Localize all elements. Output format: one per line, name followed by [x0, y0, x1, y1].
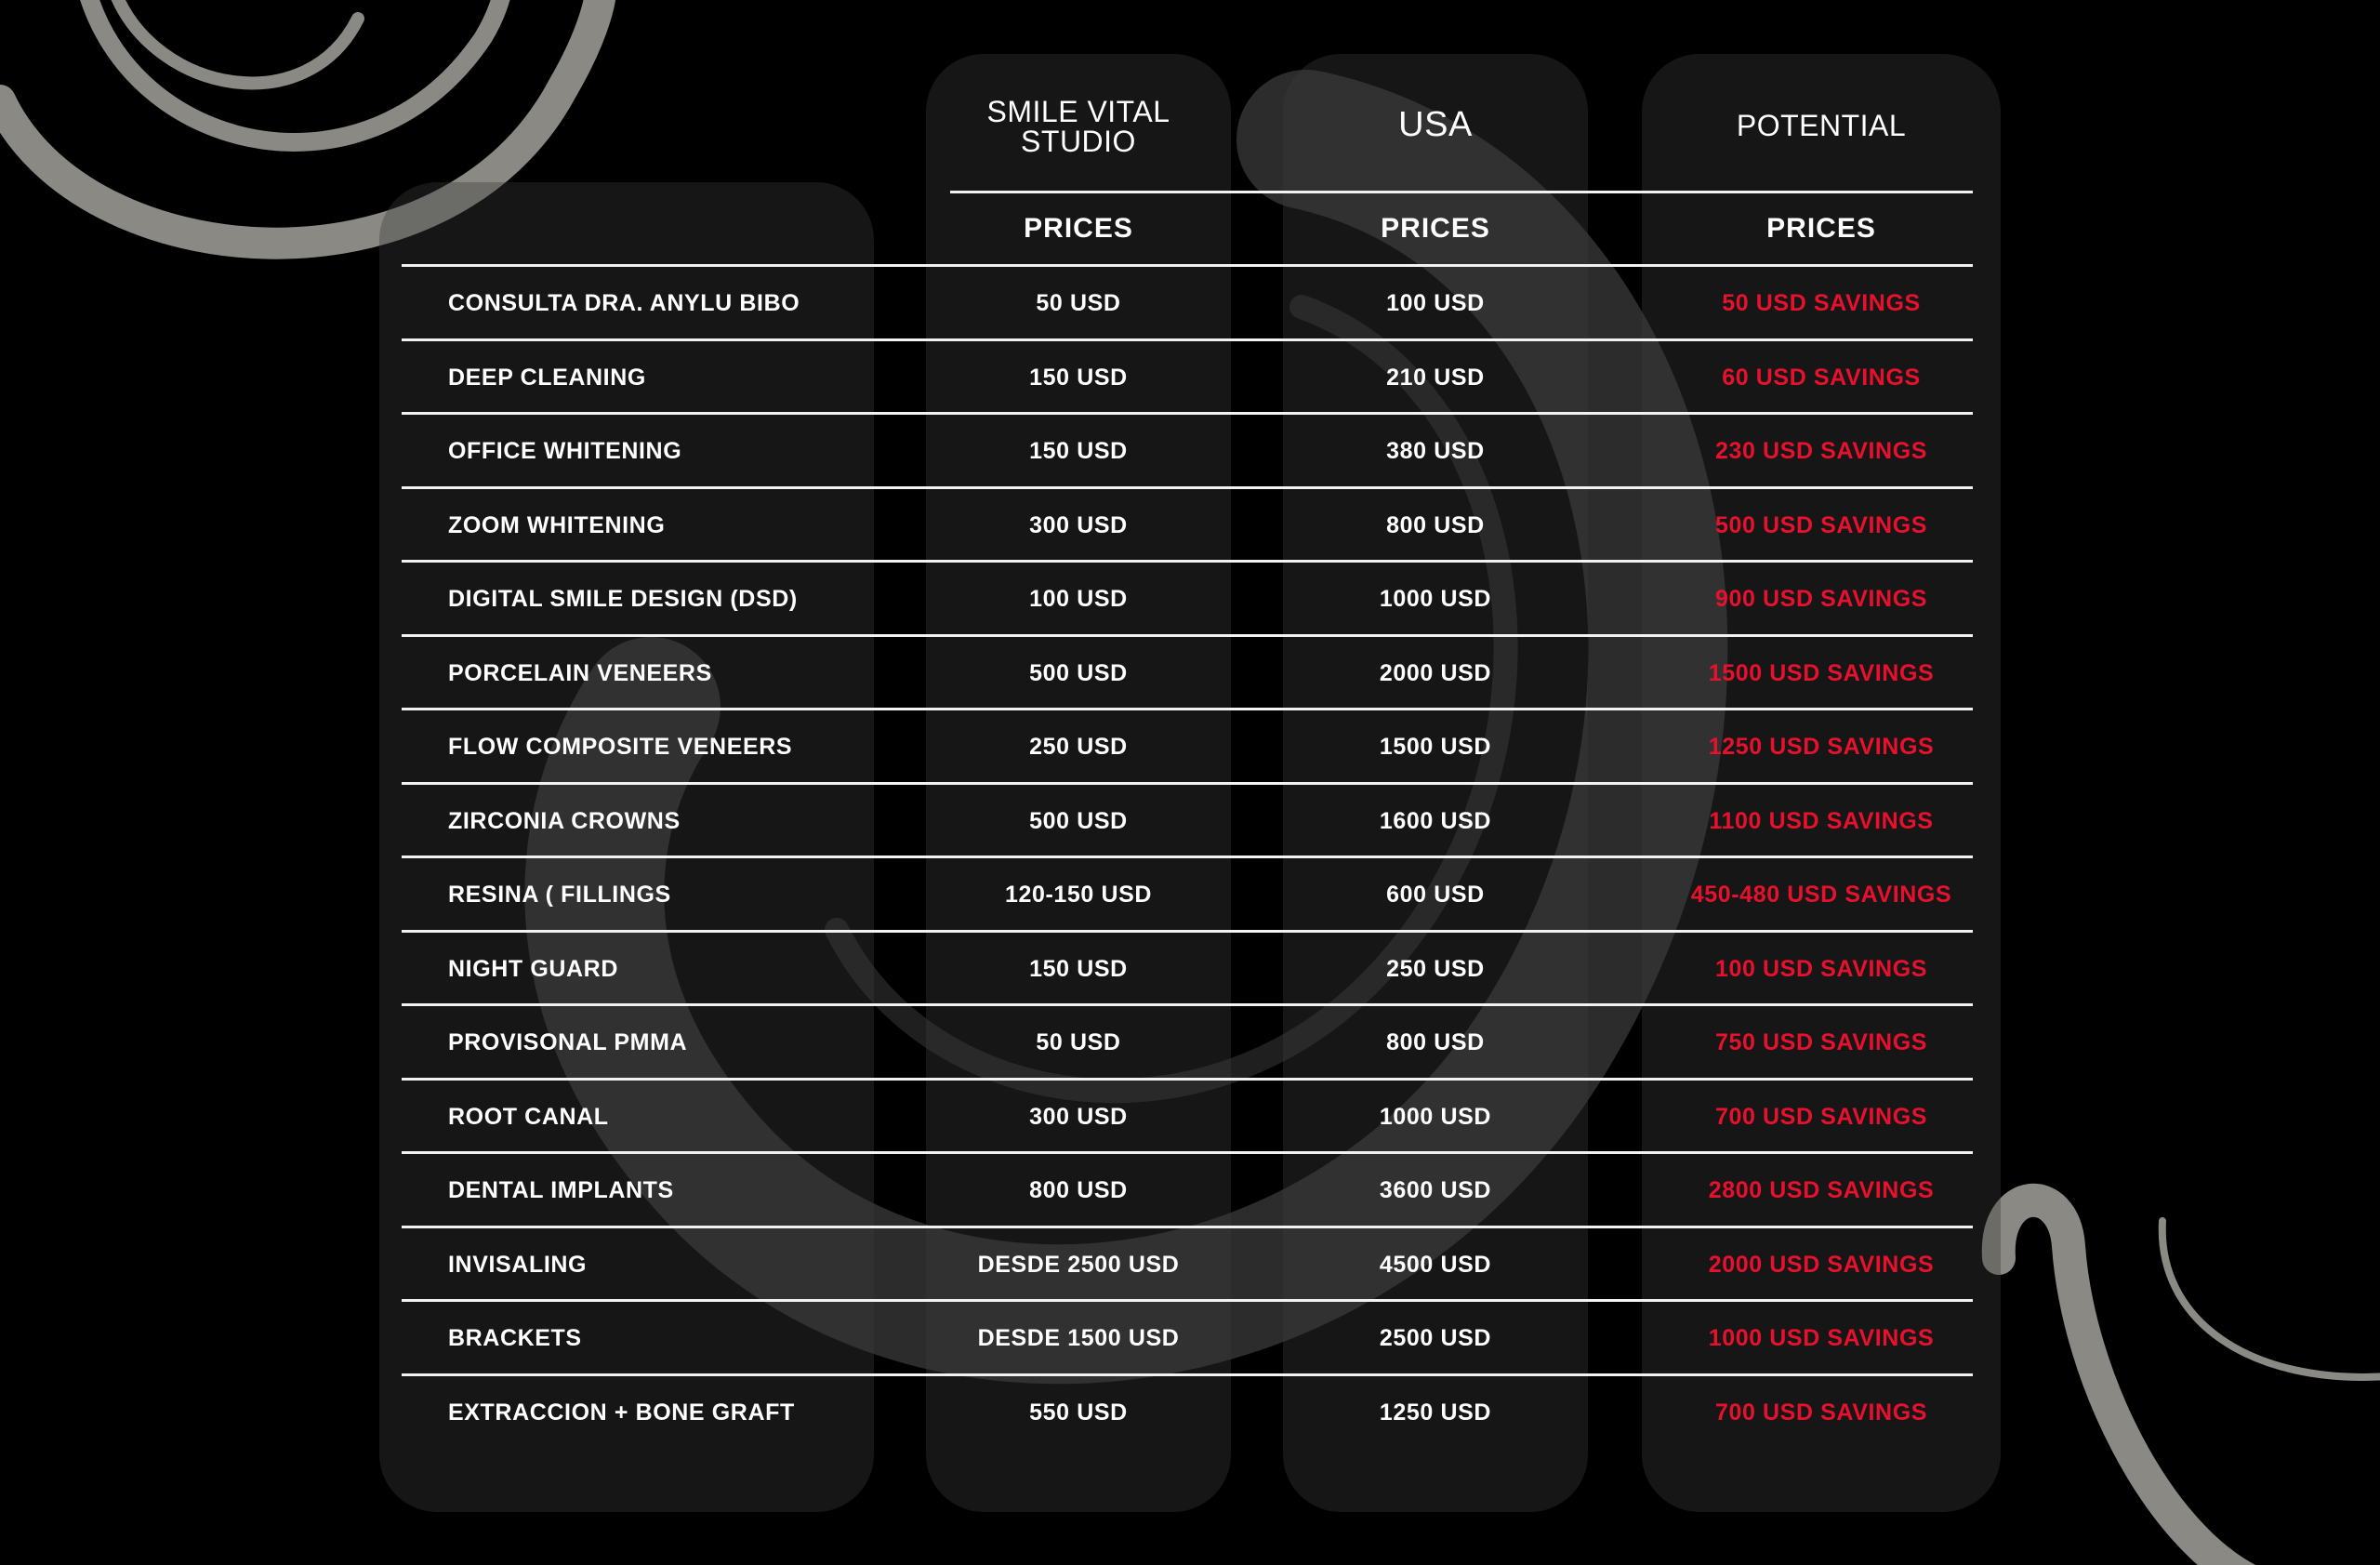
- potential-savings: 1500 USD SAVINGS: [1708, 660, 1935, 686]
- subheader-potential-prices: PRICES: [1766, 213, 1876, 244]
- potential-savings: 2800 USD SAVINGS: [1708, 1177, 1935, 1203]
- usa-price: 380 USD: [1386, 438, 1485, 464]
- usa-price: 2000 USD: [1379, 660, 1492, 686]
- studio-price: 50 USD: [1036, 290, 1121, 316]
- service-name: DIGITAL SMILE DESIGN (DSD): [448, 586, 798, 612]
- potential-savings: 230 USD SAVINGS: [1714, 438, 1928, 464]
- header-potential: POTENTIAL: [1736, 109, 1907, 142]
- usa-price: 1600 USD: [1379, 808, 1492, 834]
- usa-price: 600 USD: [1386, 882, 1485, 908]
- usa-price: 1000 USD: [1379, 586, 1492, 612]
- service-name: NIGHT GUARD: [448, 956, 618, 982]
- usa-price: 1500 USD: [1379, 734, 1492, 760]
- usa-price: 2500 USD: [1379, 1325, 1492, 1351]
- studio-price: 500 USD: [1029, 660, 1128, 686]
- header-studio: SMILE VITAL STUDIO: [986, 95, 1170, 158]
- studio-price: 50 USD: [1036, 1029, 1121, 1055]
- service-name: DENTAL IMPLANTS: [448, 1177, 674, 1203]
- studio-price: 800 USD: [1029, 1177, 1128, 1203]
- potential-savings: 50 USD SAVINGS: [1722, 290, 1921, 316]
- table-row: [0, 933, 2380, 1006]
- potential-savings: 700 USD SAVINGS: [1714, 1104, 1928, 1130]
- table-row: [0, 415, 2380, 488]
- studio-price: 250 USD: [1029, 734, 1128, 760]
- usa-price: 1000 USD: [1379, 1104, 1492, 1130]
- service-name: PROVISONAL PMMA: [448, 1029, 688, 1055]
- usa-price: 1250 USD: [1379, 1399, 1492, 1426]
- service-name: BRACKETS: [448, 1325, 582, 1351]
- subheader-studio-prices: PRICES: [1024, 213, 1133, 244]
- studio-price: 100 USD: [1029, 586, 1128, 612]
- service-name: RESINA ( FILLINGS: [448, 882, 671, 908]
- studio-price: 150 USD: [1029, 438, 1128, 464]
- studio-price: 150 USD: [1029, 956, 1128, 982]
- potential-savings: 100 USD SAVINGS: [1714, 956, 1928, 982]
- usa-price: 800 USD: [1386, 1029, 1485, 1055]
- usa-price: 250 USD: [1386, 956, 1485, 982]
- table-row: [0, 710, 2380, 784]
- table-row: [0, 1154, 2380, 1227]
- potential-savings: 700 USD SAVINGS: [1714, 1399, 1928, 1426]
- service-name: ROOT CANAL: [448, 1104, 609, 1130]
- studio-price: 150 USD: [1029, 365, 1128, 391]
- subheader-usa-prices: PRICES: [1381, 213, 1490, 244]
- potential-savings: 750 USD SAVINGS: [1714, 1029, 1928, 1055]
- potential-savings: 2000 USD SAVINGS: [1708, 1252, 1935, 1278]
- studio-price: 550 USD: [1029, 1399, 1128, 1426]
- service-name: EXTRACCION + BONE GRAFT: [448, 1399, 795, 1426]
- table-row: [0, 1302, 2380, 1375]
- table-row: [0, 489, 2380, 563]
- usa-price: 4500 USD: [1379, 1252, 1492, 1278]
- header-divider: [950, 191, 1973, 193]
- table-row: [0, 1228, 2380, 1302]
- service-name: FLOW COMPOSITE VENEERS: [448, 734, 793, 760]
- usa-price: 100 USD: [1386, 290, 1485, 316]
- potential-savings: 1250 USD SAVINGS: [1708, 734, 1935, 760]
- usa-price: 3600 USD: [1379, 1177, 1492, 1203]
- table-row: [0, 341, 2380, 415]
- table-row: [0, 563, 2380, 636]
- header-usa: USA: [1398, 105, 1473, 144]
- potential-savings: 900 USD SAVINGS: [1714, 586, 1928, 612]
- table-row: [0, 1376, 2380, 1450]
- usa-price: 800 USD: [1386, 512, 1485, 538]
- studio-price: 120-150 USD: [1004, 882, 1153, 908]
- table-row: [0, 267, 2380, 340]
- table-row: [0, 858, 2380, 932]
- table-row: [0, 1081, 2380, 1154]
- usa-price: 210 USD: [1386, 365, 1485, 391]
- studio-price: DESDE 1500 USD: [977, 1325, 1180, 1351]
- potential-savings: 450-480 USD SAVINGS: [1690, 882, 1952, 908]
- potential-savings: 1000 USD SAVINGS: [1708, 1325, 1935, 1351]
- potential-savings: 500 USD SAVINGS: [1714, 512, 1928, 538]
- table-row: [0, 1006, 2380, 1080]
- service-name: CONSULTA DRA. ANYLU BIBO: [448, 290, 800, 316]
- potential-savings: 60 USD SAVINGS: [1722, 365, 1921, 391]
- service-name: ZIRCONIA CROWNS: [448, 808, 681, 834]
- studio-price: 500 USD: [1029, 808, 1128, 834]
- studio-price: 300 USD: [1029, 1104, 1128, 1130]
- studio-price: DESDE 2500 USD: [977, 1252, 1180, 1278]
- service-name: DEEP CLEANING: [448, 365, 646, 391]
- table-row: [0, 637, 2380, 710]
- table-row: [0, 785, 2380, 858]
- studio-price: 300 USD: [1029, 512, 1128, 538]
- service-name: INVISALING: [448, 1252, 588, 1278]
- service-name: OFFICE WHITENING: [448, 438, 682, 464]
- service-name: PORCELAIN VENEERS: [448, 660, 712, 686]
- potential-savings: 1100 USD SAVINGS: [1709, 808, 1934, 834]
- service-name: ZOOM WHITENING: [448, 512, 666, 538]
